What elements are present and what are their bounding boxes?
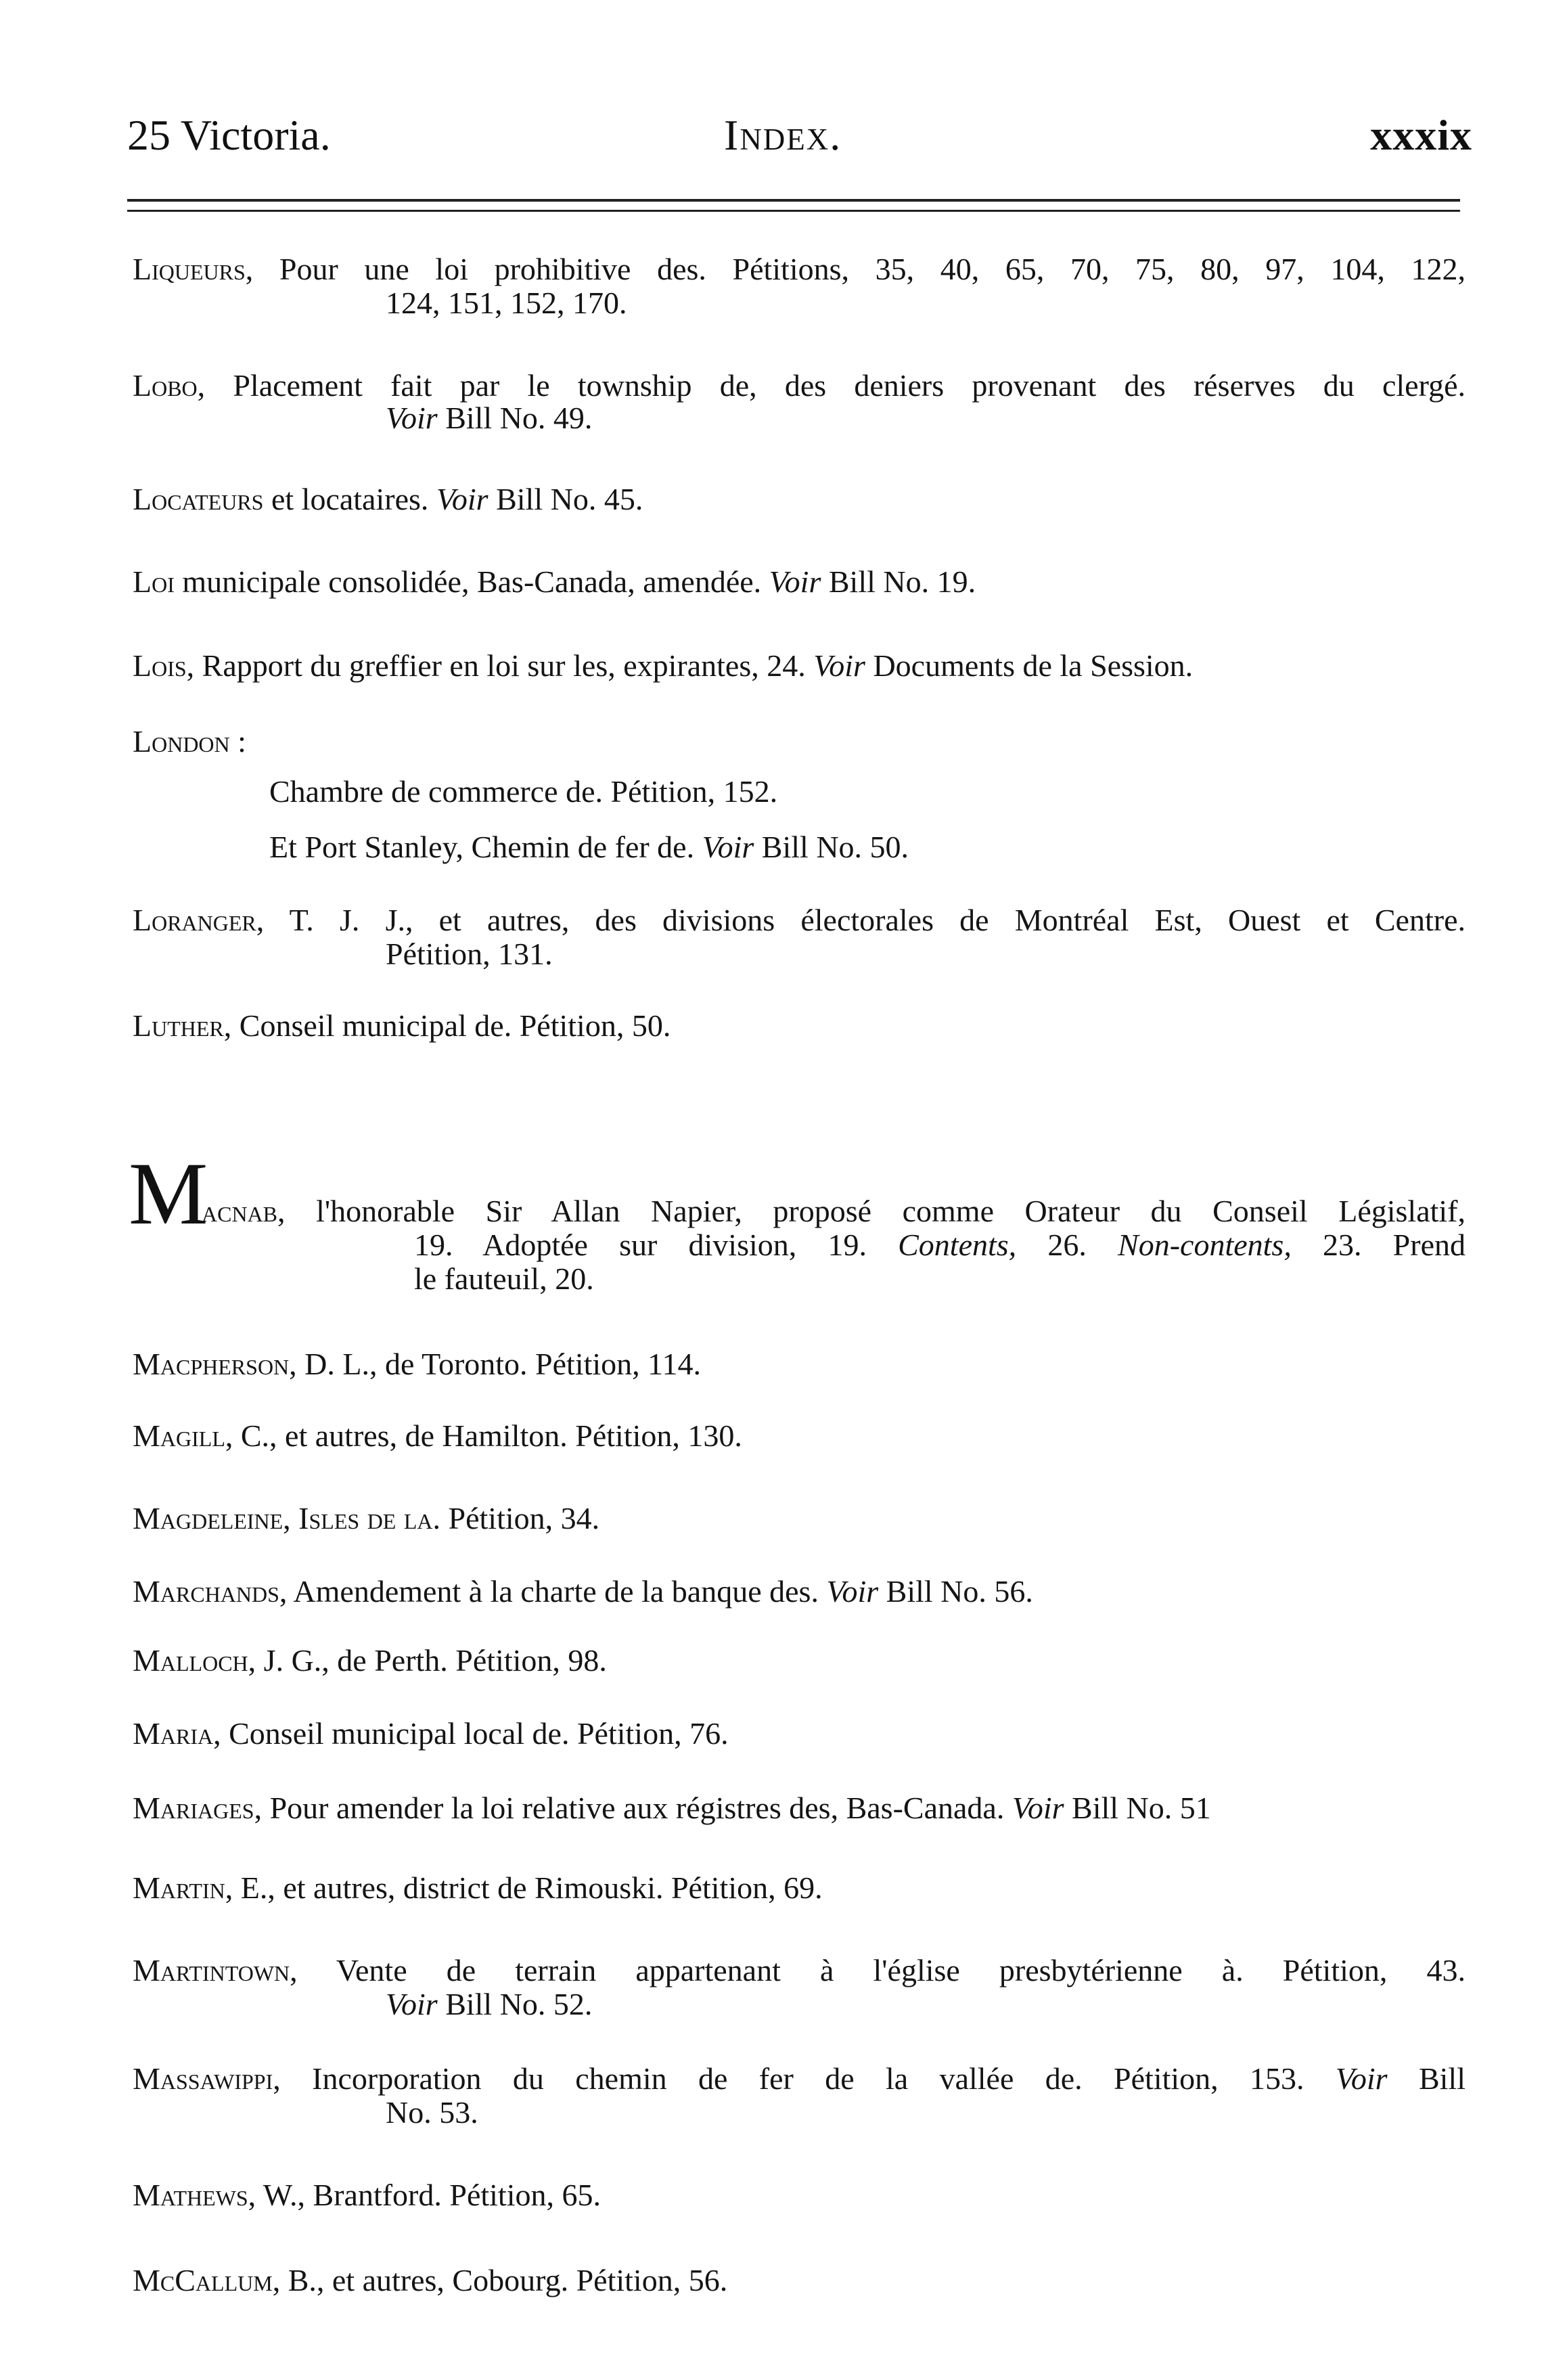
entry-continuation: 124, 151, 152, 170. xyxy=(386,286,627,320)
entry-keyword: Luther, xyxy=(133,1008,232,1043)
header-title: Index. xyxy=(724,111,842,159)
entry-continuation xyxy=(386,401,592,436)
entry-keyword: Loi xyxy=(133,564,175,599)
entry-text: Conseil municipal de. Pétition, 50. xyxy=(231,1008,671,1043)
entry-text: B., et autres, Cobourg. Pétition, 56. xyxy=(280,2263,728,2297)
index-entry-mariages xyxy=(133,1791,1466,1826)
voir-reference: Voir xyxy=(826,1574,879,1609)
index-entry-macnab xyxy=(202,1194,1466,1229)
entry-continuation: le fauteuil, 20. xyxy=(414,1261,594,1296)
entry-text: W., Brantford. Pétition, 65. xyxy=(256,2178,601,2212)
entry-text: Conseil municipal local de. Pétition, 76. xyxy=(221,1716,729,1751)
index-entry-magill xyxy=(133,1418,1466,1454)
index-entry-martintown xyxy=(133,1953,1466,1988)
index-entry-luther xyxy=(133,1008,1466,1043)
entry-text: Bill xyxy=(1387,2061,1466,2096)
entry-text: C., et autres, de Hamilton. Pétition, 130. xyxy=(233,1418,742,1453)
entry-text: E., et autres, district de Rimouski. Pétition, 69. xyxy=(233,1870,823,1905)
entry-keyword: Malloch, xyxy=(133,1643,256,1678)
entry-text: Bill No. 56. xyxy=(878,1574,1033,1609)
index-entry-lobo xyxy=(133,368,1466,403)
entry-text: et locataires. xyxy=(263,482,436,516)
entry-text: Pour amender la loi relative aux régistres des, Bas-Canada. xyxy=(262,1791,1012,1825)
voir-reference: Voir xyxy=(436,482,489,516)
index-entry-loranger xyxy=(133,903,1466,938)
entry-text: 19. Adoptée sur division, 19. xyxy=(414,1228,899,1262)
header-page-number: xxxix xyxy=(1370,111,1472,159)
entry-text: Bill No. 45. xyxy=(488,482,643,516)
drop-cap-letter: M xyxy=(129,1144,208,1243)
entry-text: : xyxy=(229,724,246,759)
header-rule-top xyxy=(127,199,1460,202)
voir-reference: Voir xyxy=(702,830,754,864)
entry-keyword: McCallum, xyxy=(133,2263,281,2297)
entry-continuation xyxy=(386,1987,592,2022)
entry-text: Vente de terrain appartenant à l'église presbytérienne à. Pétition, 43. xyxy=(297,1953,1466,1988)
index-entry-lois xyxy=(133,648,1466,683)
non-contents-label: Non-contents, xyxy=(1118,1228,1292,1262)
voir-reference: Voir xyxy=(769,564,821,599)
index-entry-mathews xyxy=(133,2178,1466,2213)
voir-reference: Voir xyxy=(1012,1791,1064,1825)
entry-keyword: Liqueurs, xyxy=(133,252,254,286)
entry-continuation: Pétition, 131. xyxy=(386,937,553,971)
entry-keyword: London xyxy=(133,724,230,759)
entry-keyword: Marchands, xyxy=(133,1574,288,1609)
index-entry-marchands xyxy=(133,1574,1466,1609)
index-subentry-london-chambre: Chambre de commerce de. Pétition, 152. xyxy=(269,774,778,809)
entry-text: Documents de la Session. xyxy=(865,648,1194,683)
entry-text: Placement fait par le township de, des deniers provenant des réserves du clergé. xyxy=(205,368,1466,403)
entry-continuation xyxy=(414,1228,1466,1263)
entry-text: Pétition, 34. xyxy=(440,1501,600,1535)
entry-text: Bill No. 52. xyxy=(437,1987,593,2021)
voir-reference: Voir xyxy=(813,648,865,683)
entry-keyword: Lois, xyxy=(133,648,195,683)
index-entry-macpherson xyxy=(133,1347,1466,1382)
entry-keyword: Mariages, xyxy=(133,1791,263,1825)
index-entry-mccallum xyxy=(133,2263,1466,2298)
index-subentry-london-port-stanley xyxy=(269,830,909,865)
entry-keyword: Magill, xyxy=(133,1418,233,1453)
entry-keyword: Lobo, xyxy=(133,368,206,403)
entry-continuation: No. 53. xyxy=(386,2095,478,2130)
index-entry-massawippi xyxy=(133,2061,1466,2096)
entry-text: D. L., de Toronto. Pétition, 114. xyxy=(296,1347,701,1381)
entry-keyword: Loranger, xyxy=(133,903,265,937)
entry-keyword: Locateurs xyxy=(133,482,264,516)
index-entry-loi xyxy=(133,564,1466,600)
index-entry-maria xyxy=(133,1716,1466,1751)
header-volume: 25 Victoria. xyxy=(127,111,331,159)
entry-keyword: Martintown, xyxy=(133,1953,298,1988)
header-rule-bottom xyxy=(127,210,1460,212)
entry-text: Bill No. 19. xyxy=(821,564,976,599)
entry-keyword: Maria, xyxy=(133,1716,221,1751)
index-entry-locateurs xyxy=(133,482,1466,517)
index-entry-magdeleine xyxy=(133,1501,1466,1536)
entry-text: Amendement à la charte de la banque des. xyxy=(287,1574,827,1609)
entry-text: Pour une loi prohibitive des. Pétitions, 35, 40, 65, 70, 75, 80, 97, 104, 122, xyxy=(253,252,1466,286)
entry-keyword: Mathews, xyxy=(133,2178,256,2212)
entry-text: Bill No. 49. xyxy=(437,401,593,435)
entry-keyword: Martin, xyxy=(133,1870,233,1905)
entry-text: T. J. J., et autres, des divisions électorales de Montréal Est, Ouest et Centre. xyxy=(264,903,1466,937)
index-entry-martin xyxy=(133,1870,1466,1906)
voir-reference: Voir xyxy=(386,1987,438,2021)
entry-keyword: Macpherson, xyxy=(133,1347,297,1381)
entry-text: l'honorable Sir Allan Napier, proposé comme Orateur du Conseil Législatif, xyxy=(285,1194,1466,1228)
index-entry-malloch xyxy=(133,1643,1466,1678)
entry-keyword: acnab, xyxy=(202,1194,286,1228)
entry-text: municipale consolidée, Bas-Canada, amendée. xyxy=(174,564,769,599)
entry-text: Incorporation du chemin de fer de la vallée de. Pétition, 153. xyxy=(280,2061,1336,2096)
entry-text: Et Port Stanley, Chemin de fer de. xyxy=(269,830,702,864)
index-entry-liqueurs xyxy=(133,252,1466,287)
entry-text: 23. Prend xyxy=(1291,1228,1466,1262)
voir-reference: Voir xyxy=(386,401,438,435)
entry-text: Bill No. 51 xyxy=(1064,1791,1211,1825)
entry-text: 26. xyxy=(1016,1228,1118,1262)
entry-text: Bill No. 50. xyxy=(754,830,909,864)
entry-keyword: Magdeleine, Isles de la. xyxy=(133,1501,441,1535)
entry-text: Rapport du greffier en loi sur les, expirantes, 24. xyxy=(194,648,814,683)
voir-reference: Voir xyxy=(1335,2061,1388,2096)
entry-keyword: Massawippi, xyxy=(133,2061,281,2096)
contents-label: Contents, xyxy=(898,1228,1017,1262)
index-entry-london xyxy=(133,724,1466,759)
entry-text: J. G., de Perth. Pétition, 98. xyxy=(256,1643,607,1678)
